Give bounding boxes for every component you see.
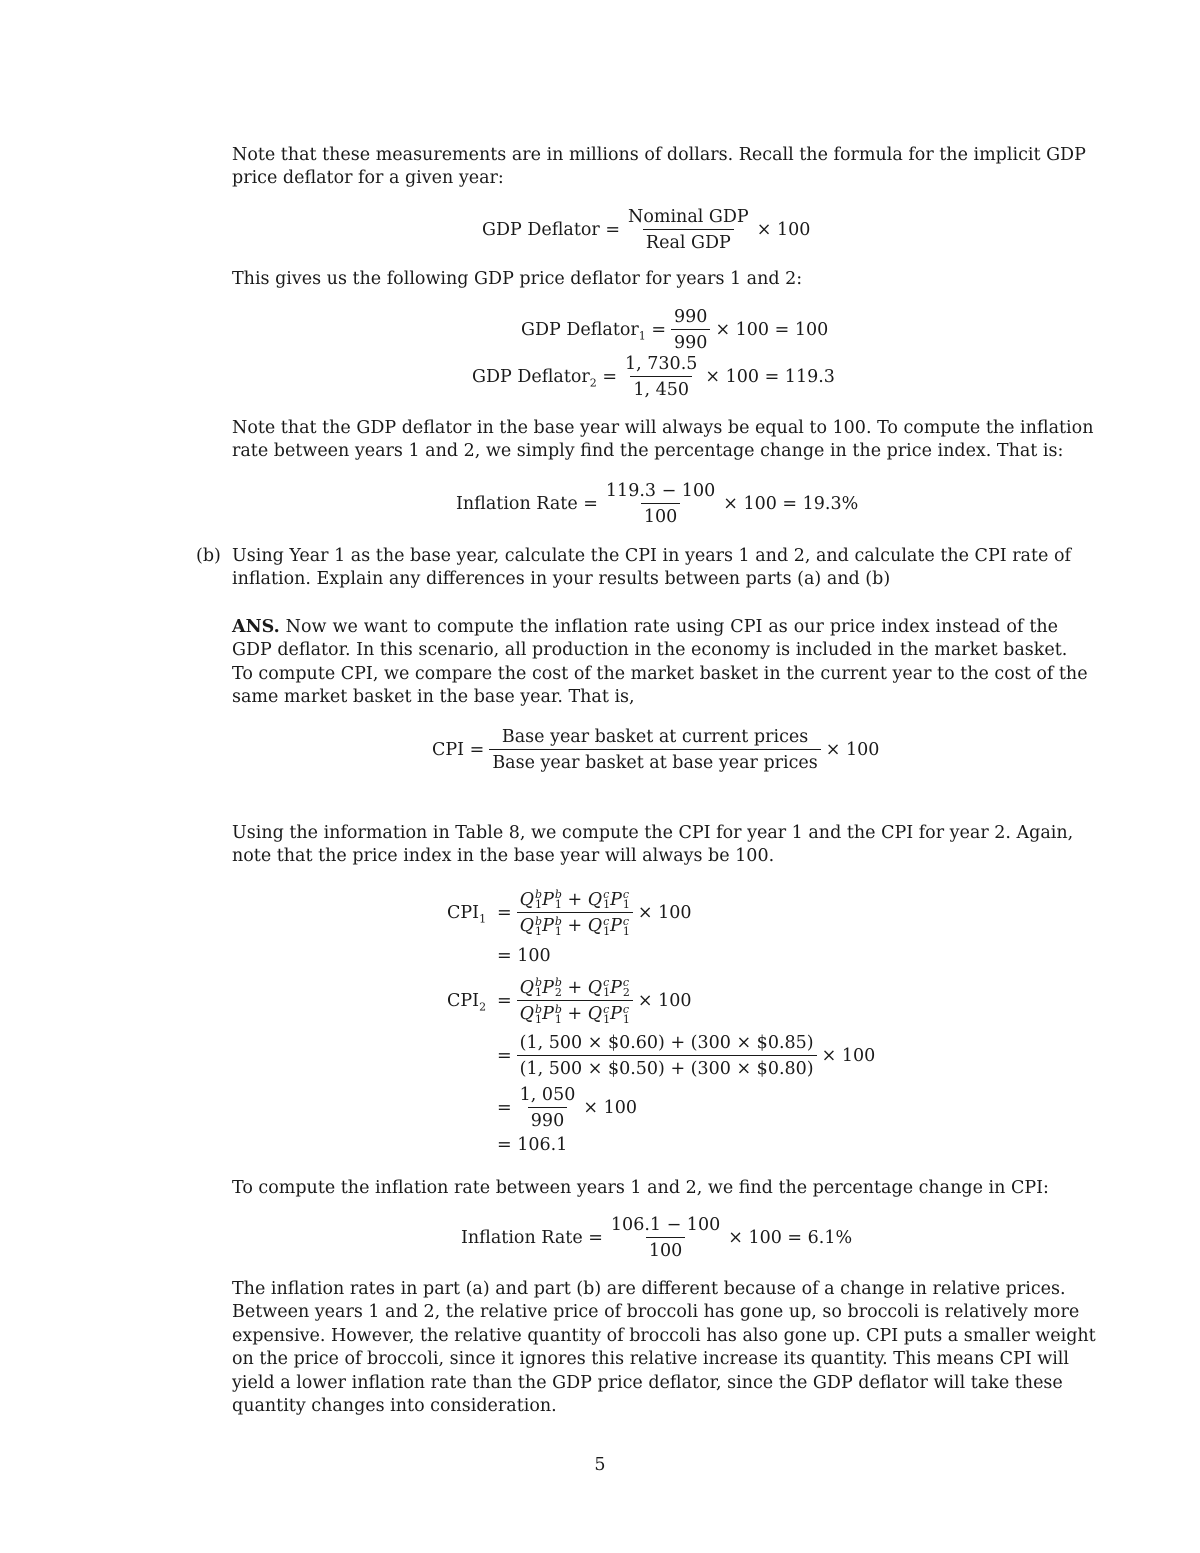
inflation-rate-deflator-equation: Inflation Rate = $\frac{119.3 - 100}{100}$ × 100 = 19.3% [456, 481, 859, 527]
cpi-formula: CPI = $\frac{\text{Base year basket at current prices}}{\text{Base year basket at base year prices}}$ × 100 [432, 727, 880, 773]
cpi2-result: = 106.1 [497, 1135, 568, 1155]
explanation-paragraph: The inflation rates in part (a) and part (b) are different because of a change in relative prices. Between years 1 and 2, the relative price of broccoli has gone up, so broccoli is relatively more expensive. However, the relative quantity of broccoli has also gone up. CPI puts a smaller weight on the price of broccoli, since it ignores this relative increase its quantity. This means CPI will yield a lower inflation rate than the GDP price deflator, since the GDP deflator will take these quantity changes into consideration. [232, 1279, 1096, 1417]
answer-paragraph: ANS. Now we want to compute the inflation rate using CPI as our price index instead of the GDP deflator. In this scenario, all production in the economy is included in the market basket. To compute CPI, we compare the cost of the market basket in the current year to the cost of the same market basket in the base year. That is, [232, 617, 1088, 708]
cpi2-step-prices: = $\frac{(1, 500 \times \$0.60) + (300 \times \$0.85)}{(1, 500 \times \$0.50) + (300 \times \$0.80)}$ × 100 [497, 1033, 876, 1079]
deflator-intro-text: This gives us the following GDP price deflator for years 1 and 2: [232, 269, 803, 289]
formula-fraction: $\frac{\text{Nominal GDP}}{\text{Real GDP}}$ [628, 207, 749, 253]
cpi1-fraction: Q b 1 P b 1 + Q c 1 P c 1 Q b 1 P b 1 + Q c 1 P c 1 [517, 890, 633, 937]
deflator-year1-equation: GDP Deflator$_1$ = $\frac{990}{990}$ × 100 = 100 [521, 307, 829, 353]
deflator-year2-equation: GDP Deflator$_2$ = $\frac{1, 730.5}{1, 450}$ × 100 = 119.3 [472, 354, 835, 400]
cpi2-equation: $CPI_2$ = Q b 1 P b 2 + Q c 1 P c 2 Q b 1 P b 1 + Q c 1 P c 1 × 100 [447, 976, 692, 1026]
answer-label: ANS. [232, 617, 280, 637]
part-b-label: (b) [196, 546, 221, 566]
cpi-inflation-intro: To compute the inflation rate between years 1 and 2, we find the percentage change in CPI: [232, 1178, 1049, 1198]
intro-paragraph: Note that these measurements are in millions of dollars. Recall the formula for the implicit GDP price deflator for a given year: [232, 145, 1086, 189]
base-year-note: Note that the GDP deflator in the base year will always be equal to 100. To compute the inflation rate between years 1 and 2, we simply find the percentage change in the price index. That is: [232, 418, 1094, 462]
page-number: 5 [594, 1455, 606, 1475]
gdp-deflator-formula: GDP Deflator = $\frac{\text{Nominal GDP}}{\text{Real GDP}}$ × 100 [482, 207, 811, 253]
cpi1-equation: $CPI_1$ = Q b 1 P b 1 + Q c 1 P c 1 Q b 1 P b 1 + Q c 1 P c 1 × 100 [447, 888, 692, 938]
cpi2-step-totals: = $\frac{1, 050}{990}$ × 100 [497, 1085, 637, 1131]
cpi2-fraction: Q b 1 P b 2 + Q c 1 P c 2 Q b 1 P b 1 + Q c 1 P c 1 [517, 978, 633, 1025]
cpi1-result: = 100 [497, 946, 551, 966]
part-b-question: Using Year 1 as the base year, calculate the CPI in years 1 and 2, and calculate the CPI rate of inflation. Explain any differences in your results between parts (a) and (b) [232, 546, 1071, 590]
table8-paragraph: Using the information in Table 8, we compute the CPI for year 1 and the CPI for year 2. Again, note that the price index in the base year will always be 100. [232, 823, 1074, 867]
inflation-rate-cpi-equation: Inflation Rate = $\frac{106.1 - 100}{100}$ × 100 = 6.1% [461, 1215, 853, 1261]
